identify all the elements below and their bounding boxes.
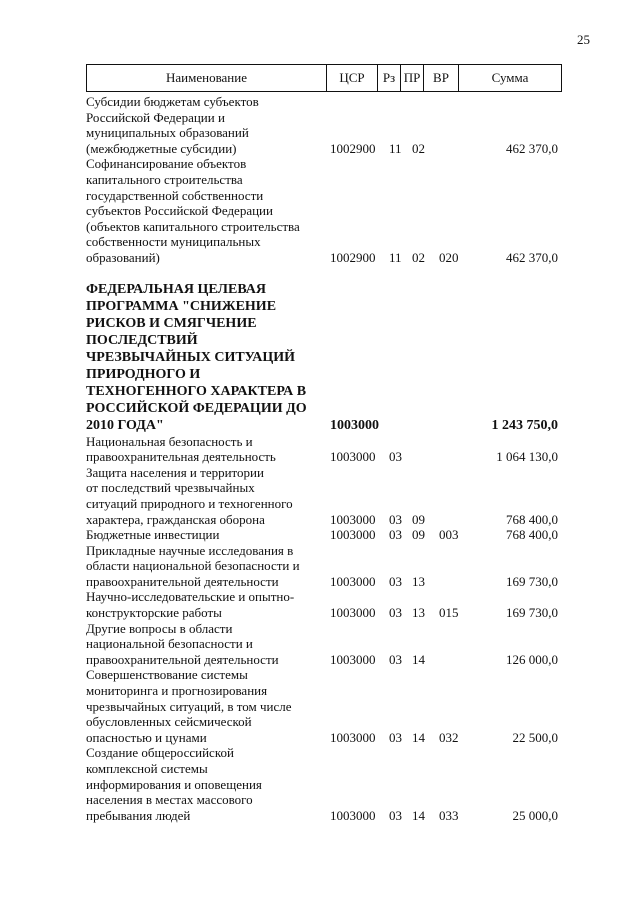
row-rz: 03 (389, 527, 402, 543)
row-csr: 1003000 (330, 573, 376, 589)
row-sum: 169 730,0 (506, 573, 558, 589)
row-rz: 03 (389, 605, 402, 621)
table-row (86, 156, 560, 265)
row-name: Другие вопросы в области национальной безопасности и правоохранительной деятельности (86, 620, 279, 667)
row-sum: 1 243 750,0 (491, 417, 558, 433)
row-csr: 1003000 (330, 511, 376, 527)
row-name: Бюджетные инвестиции (86, 527, 220, 543)
header-name: Наименование (87, 65, 327, 92)
row-sum: 126 000,0 (506, 651, 558, 667)
row-csr: 1003000 (330, 449, 376, 465)
row-pr: 14 (412, 807, 425, 823)
row-pr: 13 (412, 605, 425, 621)
row-sum: 1 064 130,0 (496, 449, 558, 465)
header-pr: ПР (401, 65, 424, 92)
row-pr: 02 (412, 249, 425, 265)
row-vr: 020 (439, 249, 459, 265)
row-sum: 462 370,0 (506, 140, 558, 156)
row-csr: 1003000 (330, 527, 376, 543)
row-sum: 25 000,0 (512, 807, 558, 823)
row-csr: 1003000 (330, 417, 379, 433)
table-row (86, 527, 560, 543)
row-csr: 1003000 (330, 605, 376, 621)
row-vr: 003 (439, 527, 459, 543)
row-sum: 169 730,0 (506, 605, 558, 621)
row-name: Научно-исследовательские и опытно- конструкторские работы (86, 589, 295, 621)
table-row (86, 621, 560, 668)
page-number: 25 (577, 32, 590, 47)
budget-table-body (86, 94, 560, 823)
row-name: Национальная безопасность и правоохранительная деятельность (86, 433, 276, 465)
row-csr: 1003000 (330, 651, 376, 667)
row-pr: 09 (412, 511, 425, 527)
row-name: Субсидии бюджетам субъектов Российской Федерации и муниципальных образований (межбюджетные субсидии) (86, 94, 259, 156)
row-name: Прикладные научные исследования в области национальной безопасности и правоохранительной деятельности (86, 542, 300, 589)
row-sum: 22 500,0 (512, 729, 558, 745)
header-row (87, 65, 562, 92)
row-name: ФЕДЕРАЛЬНАЯ ЦЕЛЕВАЯ ПРОГРАММА "СНИЖЕНИЕ РИСКОВ И СМЯГЧЕНИЕ ПОСЛЕДСТВИЙ ЧРЕЗВЫЧАЙНЫХ СИТУАЦИЙ ПРИРОДНОГО И ТЕХНОГЕННОГО ХАРАКТЕРА В РОССИЙСКОЙ ФЕДЕРАЦИИ ДО 2010 ГОДА" (86, 281, 307, 433)
table-row (86, 465, 560, 527)
row-rz: 03 (389, 807, 402, 823)
row-name: Защита населения и территории от последствий чрезвычайных ситуаций природного и техногенного характера, гражданская оборона (86, 464, 293, 527)
row-rz: 03 (389, 511, 402, 527)
table-row (86, 667, 560, 745)
row-rz: 03 (389, 651, 402, 667)
row-name: Софинансирование объектов капитального строительства государственной собственности субъектов Российской Федерации (объектов капитального строительства собственности муниципальных образований) (86, 156, 300, 265)
row-pr: 13 (412, 573, 425, 589)
table-row-program (86, 281, 560, 434)
header-vr: ВР (424, 65, 459, 92)
row-name: Совершенствование системы мониторинга и прогнозирования чрезвычайных ситуаций, в том числе обусловленных сейсмической опасностью и цунами (86, 667, 292, 745)
row-sum: 462 370,0 (506, 249, 558, 265)
table-row (86, 94, 560, 156)
row-vr: 032 (439, 729, 459, 745)
row-pr: 14 (412, 651, 425, 667)
row-csr: 1002900 (330, 140, 376, 156)
row-pr: 02 (412, 140, 425, 156)
row-rz: 03 (389, 729, 402, 745)
row-name: Создание общероссийской комплексной системы информирования и оповещения населения в местах массового пребывания людей (86, 745, 262, 823)
row-pr: 14 (412, 729, 425, 745)
row-csr: 1002900 (330, 249, 376, 265)
row-csr: 1003000 (330, 807, 376, 823)
table-row (86, 745, 560, 823)
table-row (86, 434, 560, 465)
row-rz: 03 (389, 573, 402, 589)
header-sum: Сумма (459, 65, 562, 92)
row-rz: 11 (389, 249, 402, 265)
row-sum: 768 400,0 (506, 511, 558, 527)
row-csr: 1003000 (330, 729, 376, 745)
row-rz: 11 (389, 140, 402, 156)
table-row (86, 589, 560, 620)
row-vr: 015 (439, 605, 459, 621)
row-pr: 09 (412, 527, 425, 543)
row-sum: 768 400,0 (506, 527, 558, 543)
row-rz: 03 (389, 449, 402, 465)
table-row (86, 543, 560, 590)
header-csr: ЦСР (327, 65, 378, 92)
row-vr: 033 (439, 807, 459, 823)
table-header (86, 64, 562, 92)
header-rz: Рз (378, 65, 401, 92)
